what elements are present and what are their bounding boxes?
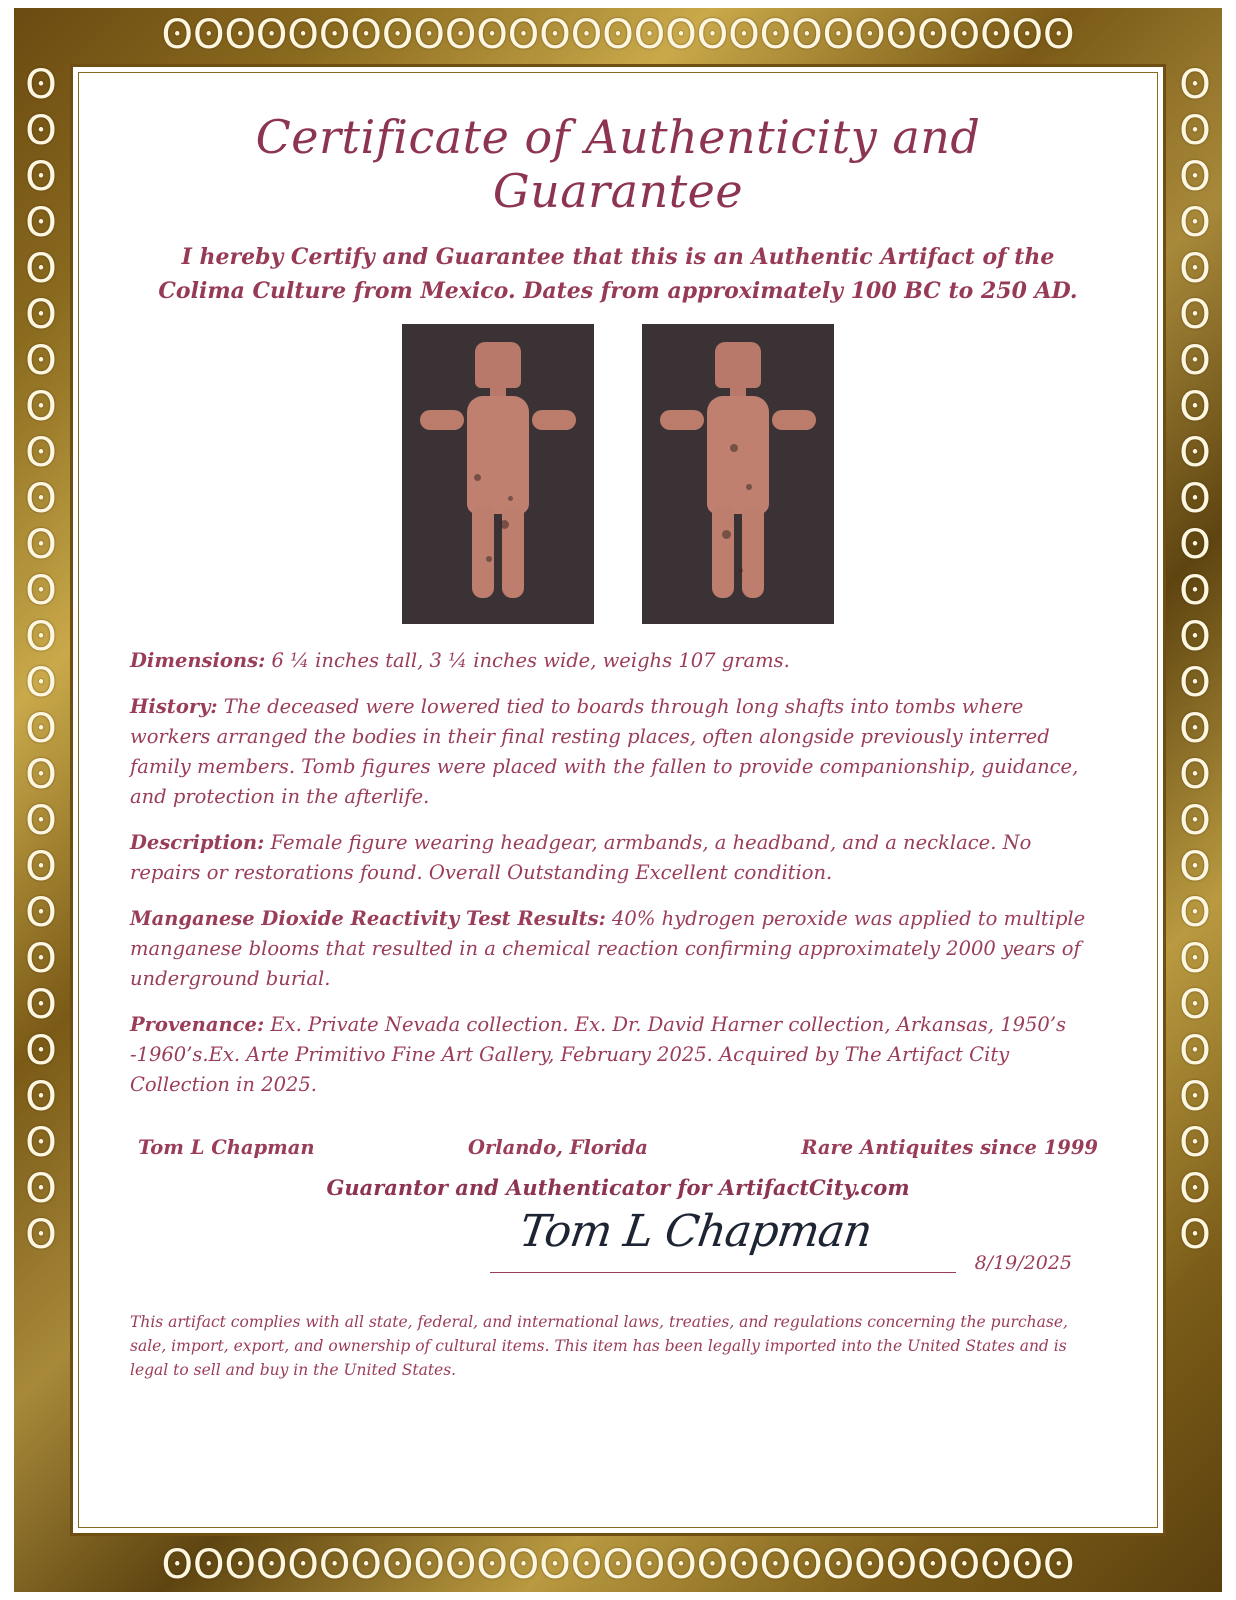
figure-arm-left bbox=[660, 410, 704, 430]
section-provenance-label: Provenance: bbox=[130, 1013, 265, 1036]
artifact-photo-back bbox=[642, 324, 834, 624]
section-history-label: History: bbox=[130, 695, 218, 718]
figure-arm-right bbox=[772, 410, 816, 430]
section-description-label: Description: bbox=[130, 831, 265, 854]
section-test-results-label: Manganese Dioxide Reactivity Test Results: bbox=[130, 907, 606, 930]
certificate-content bbox=[76, 72, 1160, 1528]
section-dimensions-label: Dimensions: bbox=[130, 649, 266, 672]
manganese-spot bbox=[738, 568, 743, 573]
signature-area bbox=[130, 1206, 1106, 1292]
manganese-spot bbox=[722, 530, 731, 539]
section-test-results-text: 40% hydrogen peroxide was applied to multiple manganese blooms that resulted in a chemical reaction confirming approximately 2000 years of underground burial. bbox=[130, 907, 1086, 990]
manganese-spot bbox=[746, 484, 752, 490]
section-provenance bbox=[130, 1010, 1106, 1100]
signature-line bbox=[490, 1272, 956, 1273]
section-provenance-text: Ex. Private Nevada collection. Ex. Dr. David Harner collection, Arkansas, 1950’s -1960’s.Ex. Arte Primitivo Fine Art Gallery, February 2025. Acquired by The Artifact City Collection in 2025. bbox=[130, 1013, 1067, 1096]
guarantor-role-line: Guarantor and Authenticator for ArtifactCity.com bbox=[326, 1175, 910, 1200]
spiral-ornament-bottom: ʘʘʘʘʘʘʘʘʘʘʘʘʘʘʘʘʘʘʘʘʘʘʘʘʘʘʘʘʘ bbox=[161, 1542, 1075, 1588]
signature-date: 8/19/2025 bbox=[974, 1252, 1072, 1274]
legal-disclaimer: This artifact complies with all state, federal, and international laws, treaties, and regulations concerning the purchase, sale, import, export, and ownership of cultural items. This item has been legally imported into the United States and is legal to sell and buy in the United States. bbox=[130, 1313, 1068, 1379]
figure-head bbox=[715, 342, 761, 388]
manganese-spot bbox=[486, 556, 492, 562]
signer-name: Tom L Chapman bbox=[138, 1136, 315, 1159]
certificate-subtitle: I hereby Certify and Guarantee that this is an Authentic Artifact of the Colima Culture from Mexico. Dates from approximately 100 BC to 250 AD. bbox=[158, 244, 1078, 304]
figure-torso bbox=[707, 396, 769, 514]
artifact-photos bbox=[130, 324, 1106, 624]
section-test-results bbox=[130, 904, 1106, 994]
spiral-ornament-left: ʘʘʘʘʘʘʘʘʘʘʘʘʘʘʘʘʘʘʘʘʘʘʘʘʘʘ bbox=[18, 62, 64, 1258]
manganese-spot bbox=[730, 444, 738, 452]
section-description-text: Female figure wearing headgear, armbands, a headband, and a necklace. No repairs or restorations found. Overall Outstanding Excellent condition. bbox=[130, 831, 1032, 884]
section-history bbox=[130, 692, 1106, 812]
manganese-spot bbox=[474, 474, 481, 481]
handwritten-signature: Tom L Chapman bbox=[516, 1206, 875, 1257]
section-dimensions-text: 6 ¼ inches tall, 3 ¼ inches wide, weighs 107 grams. bbox=[265, 649, 790, 672]
section-dimensions bbox=[130, 646, 1106, 676]
spiral-ornament-top: ʘʘʘʘʘʘʘʘʘʘʘʘʘʘʘʘʘʘʘʘʘʘʘʘʘʘʘʘʘ bbox=[161, 12, 1075, 58]
figure-arm-left bbox=[420, 410, 464, 430]
signer-tagline: Rare Antiquites since 1999 bbox=[801, 1136, 1098, 1159]
manganese-spot bbox=[508, 496, 513, 501]
section-history-text: The deceased were lowered tied to boards through long shafts into tombs where workers arranged the bodies in their final resting places, often alongside previously interred family members. Tomb figures were placed with the fallen to provide companionship, guidance, and protection in the afterlife. bbox=[130, 695, 1079, 808]
spiral-ornament-right: ʘʘʘʘʘʘʘʘʘʘʘʘʘʘʘʘʘʘʘʘʘʘʘʘʘʘ bbox=[1172, 62, 1218, 1258]
figure-arm-right bbox=[532, 410, 576, 430]
signer-row bbox=[130, 1136, 1106, 1159]
section-description bbox=[130, 828, 1106, 888]
figure-leg-left bbox=[472, 506, 494, 598]
signer-location: Orlando, Florida bbox=[467, 1136, 648, 1159]
figure-head bbox=[475, 342, 521, 388]
certificate-title: Certificate of Authenticity and Guarantee bbox=[255, 110, 981, 218]
figure-leg-left bbox=[712, 506, 734, 598]
figure-torso bbox=[467, 396, 529, 514]
artifact-photo-front bbox=[402, 324, 594, 624]
figure-leg-right bbox=[742, 506, 764, 598]
manganese-spot bbox=[500, 520, 509, 529]
